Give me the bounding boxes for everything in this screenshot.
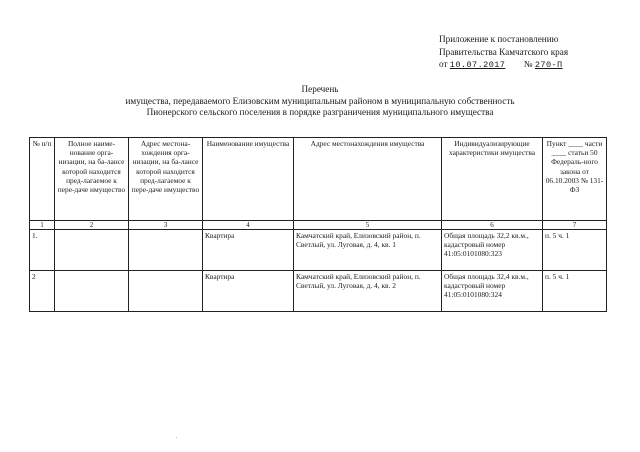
annex-date-prefix: от xyxy=(439,59,448,69)
scan-speck xyxy=(176,437,177,438)
header-number: № п/п xyxy=(30,138,55,221)
row-property-address: Камчатский край, Елизовский район, п. Светлый, ул. Луговая, д. 4, кв. 2 xyxy=(294,271,442,312)
column-number: 2 xyxy=(55,221,129,230)
annex-date-line xyxy=(439,58,568,72)
annex-header xyxy=(439,33,568,72)
row-characteristics: Общая площадь 32,4 кв.м., кадастровый номер 41:05:0101080:324 xyxy=(442,271,543,312)
header-organization-address: Адрес местона-хождения орга-низации, на ба-лансе которой находится пред-лагаемое к пере-даче имущество xyxy=(129,138,203,221)
title-line-2: имущества, передаваемого Елизовским муниципальным районом в муниципальную собственность xyxy=(125,95,515,106)
property-table xyxy=(29,137,607,312)
annex-number: 270-П xyxy=(534,60,563,70)
column-number: 6 xyxy=(442,221,543,230)
column-number-row xyxy=(30,221,607,230)
column-number: 3 xyxy=(129,221,203,230)
column-number: 4 xyxy=(203,221,294,230)
annex-number-prefix: № xyxy=(523,59,533,69)
document-title xyxy=(60,84,580,119)
header-characteristics: Индивидуализирующие характеристики имущества xyxy=(442,138,543,221)
column-number: 7 xyxy=(543,221,607,230)
row-property-name: Квартира xyxy=(203,230,294,271)
row-number: 1. xyxy=(30,230,55,271)
title-line-1: Перечень xyxy=(301,84,339,94)
column-number: 1 xyxy=(30,221,55,230)
annex-line-2: Правительства Камчатского края xyxy=(439,46,569,57)
table-row xyxy=(30,230,607,271)
row-number: 2 xyxy=(30,271,55,312)
row-organization-address xyxy=(129,230,203,271)
row-property-name: Квартира xyxy=(203,271,294,312)
table-header-row xyxy=(30,138,607,221)
title-line-3: Пионерского сельского поселения в порядке разграничения муниципального имущества xyxy=(146,107,494,117)
annex-line-1: Приложение к постановлению xyxy=(439,34,559,44)
table-row xyxy=(30,271,607,312)
row-property-address: Камчатский край, Елизовский район, п. Светлый, ул. Луговая, д. 4, кв. 1 xyxy=(294,230,442,271)
row-characteristics: Общая площадь 32,2 кв.м., кадастровый номер 41:05:0101080:323 xyxy=(442,230,543,271)
row-organization-address xyxy=(129,271,203,312)
row-law-clause: п. 5 ч. 1 xyxy=(543,230,607,271)
column-number: 5 xyxy=(294,221,442,230)
annex-date: 10.07.2017 xyxy=(449,60,506,70)
header-organization: Полное наиме-нование орга-низации, на ба-лансе которой находится пред-лагаемое к пере-даче имущество xyxy=(55,138,129,221)
row-law-clause: п. 5 ч. 1 xyxy=(543,271,607,312)
row-organization xyxy=(55,230,129,271)
header-property-name: Наименование имущества xyxy=(203,138,294,221)
header-property-address: Адрес местонахождения имущества xyxy=(294,138,442,221)
header-law-clause: Пункт ____ части ____ статьи 50 Федераль-ного закона от 06.10.2003 № 131-ФЗ xyxy=(543,138,607,221)
row-organization xyxy=(55,271,129,312)
